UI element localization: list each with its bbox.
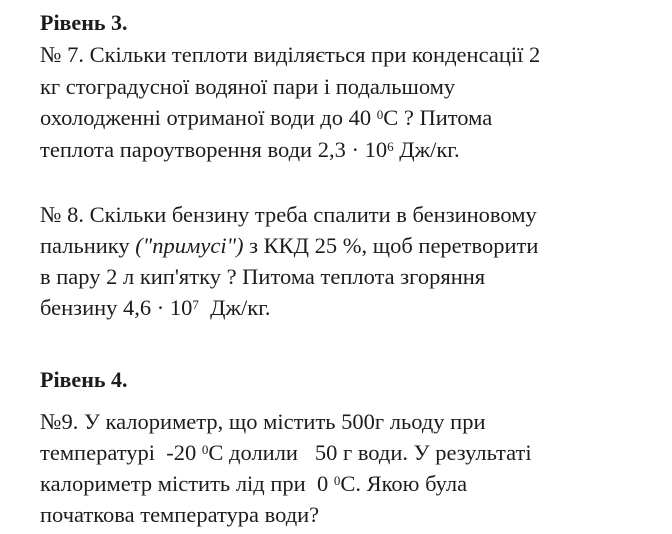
task-8-line-2: пальнику ("примусі") з ККД 25 %, щоб перетворити (40, 233, 539, 258)
task-9-line-2: температурі -20 $^0$С долили 50 г води. У результаті (40, 440, 532, 465)
task-7-line-2: кг стоградусної водяної пари і подальшому (40, 74, 456, 99)
task-7-line-1: № 7. Скільки теплоти виділяється при конденсації 2 (40, 42, 541, 67)
task-9-line-3: калориметр містить лід при 0 $^0$С. Якою була (40, 471, 468, 496)
level-4-heading: Рівень 4. (40, 367, 128, 392)
level-3-heading: Рівень 3. (40, 10, 128, 35)
task-9-line-4: початкова температура води? (40, 502, 320, 527)
task-8-line-4: бензину $4,6 \cdot 10^7$ Дж/кг. (40, 295, 271, 320)
task-7-line-4: теплота пароутворення води $2,3 \cdot 10^6$ Дж/кг. (40, 137, 460, 162)
task-9-line-1: №9. У калориметр, що містить 500г льоду при (40, 409, 486, 434)
task-7-line-3: охолодженні отриманої води до 40 $^0$С ? Питома (40, 105, 493, 130)
task-8-line-1: № 8. Скільки бензину треба спалити в бензиновому (40, 202, 537, 227)
task-8-line-3: в пару 2 л кип'ятку ? Питома теплота згоряння (40, 264, 486, 289)
